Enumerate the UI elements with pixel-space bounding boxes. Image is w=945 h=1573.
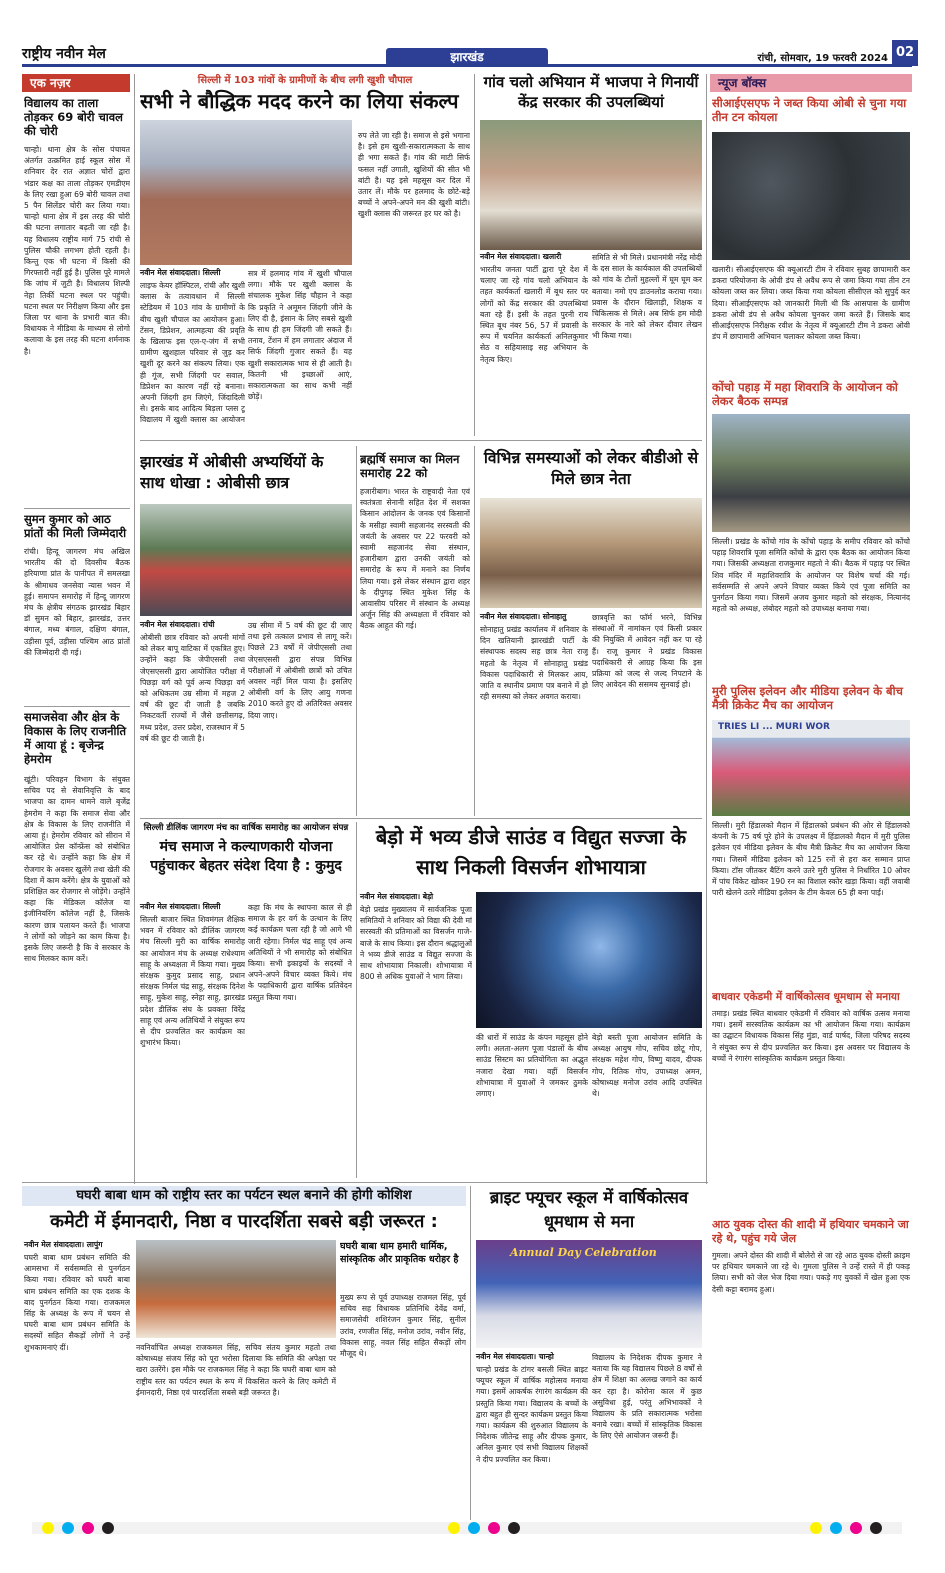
story-title: सुमन कुमार को आठ प्रांतों की मिली जिम्मेदारी — [24, 512, 127, 540]
news-box-header: न्यूज बॉक्स — [710, 74, 912, 92]
konchopahad-photo — [712, 414, 910, 532]
byline: नवीन मेल संवाददाता। सिल्ली — [140, 902, 221, 911]
story-body: चान्हो। थाना क्षेत्र के सोस पंचायत अंतर्गत उत्क्रमित हाई स्कूल सोस में शनिवार देर रात अज्ञात चोरों द्वारा भंडार कक्ष का ताला तोड़कर एमडीएम के लिए रखा हुआ 69 बोरी चावल तथा 5 पैन सिलेंडर चोरी कर लिया गया। चान्हो थाना क्षेत्र में इस तरह की चोरी की घटना लगातार बढ़ती जा रही है। यह विधालय राष्ट्रीय मार्ग 75 रांची से पुलिस चौकी लगभग होती रहती है। किन्तु एक भी घटना में किसी की गिरफ्तारी नहीं हुई है। पुलिस पूरे मामले कि जांच में जुटी है। विधालय शिल्पी नेहा तिर्की घटना स्थल पर पहुंची। घटना स्थल पर निरीक्षण किया और इस जिला पर थाना के प्रभारी बात की। विधायक ने मीडिया के माध्यम से लोगो कलावा के इस तरह की घटना शर्मनाक है। — [24, 145, 130, 356]
story-body: ओबीसी छात्र रविवार को अपनी मांगों को लेकर बापू वाटिका में एकत्रित हुए। उन्होंने कहा कि जेपीएससी तथा जेएसएससी द्वारा आयोजित परीक्षा में पिछड़ा वर्ग को पूर्व अन्य पिछड़ा वर्ग को अधिकतम उम्र सीमा में महज 2 वर्ष की छूट दी जाती है जबकि निकटवर्ती राज्यों में जैसे छत्तीसगढ़, मध्य प्रदेश, उत्तर प्रदेश, राजस्थान में 5 वर्ष की छूट दी जाती है। — [140, 633, 245, 743]
story-title: सीआईएसएफ ने जब्त किया ओबी से चुना गया तीन टन कोयला — [712, 96, 907, 124]
story-title: बाधवार एकेडमी में वार्षिकोत्सव धूमधाम से मनाया — [712, 991, 900, 1003]
story-body: बेड़ो बस्ती पूजा आयोजन समिति के अध्यक्ष आयुष गोप, सचिव छोटू गोप, संरक्षक महेश गोप, विष्णु यादव, दीपक गोप, रितिक गोप, उपाध्यक्ष अमन, कोषाध्यक्ष मनोज उरांव आदि उपस्थित थे। — [592, 1033, 702, 1099]
story-headline: झारखंड में ओबीसी अभ्यर्थियों के साथ धोखा : ओबीसी छात्र — [140, 453, 324, 492]
section-tag: झारखंड — [386, 48, 548, 66]
story-body: मुख्य रूप से पूर्व उपाध्यक्ष राजमल सिंह, पूर्व सचिव सह विधायक प्रतिनिधि देवेंद्र वर्मा, समाजसेवी शशिरंजन कुमार सिंह, सुनील उरांव, रणजीत सिंह, मनोज उरांव, नवीन सिंह, विकास साहू, नवल सिंह सहित सैकड़ों लोग मौजूद थे। — [340, 1293, 466, 1359]
annual-day-photo — [476, 1240, 702, 1348]
cricket-photo — [712, 720, 910, 816]
story-body: सोनाहातु प्रखंड कार्यालय में शनिवार के दिन खतियानी झारखंडी पार्टी के संस्थापक सदस्य सह छात्र नेता राजू महतो के नेतृत्व में सोनाहातु प्रखंड विकास पदाधिकारी से मिलकर आय, जाति व स्थानीय प्रमाण पत्र बनाने में हो रही समस्या को लेकर अवगत कराया। — [480, 625, 588, 702]
story-body: रुप लेते जा रही है। समाज से इसे भगाना है। इसे हम खुशी-सकारात्मकता के साथ ही भगा सकते हैं। गांव की माटी सिर्फ फसल नहीं उगाती, खुशियों की सीत भी बांटी है। यह इसे महसूस कर दिल में उतार लें। मौके पर हलमाद के छोटे-बड़े बच्चों ने अपने-अपने मन की खुशी बांटी। खुशी क्लास की जरूरत हर घर को है। — [358, 131, 470, 219]
story-headline: गांव चलो अभियान में भाजपा ने गिनायीं केंद्र सरकार की उपलब्धियां — [483, 73, 699, 111]
dateline: रांची, सोमवार, 19 फरवरी 2024 — [757, 53, 888, 64]
chaupal-photo — [140, 120, 352, 265]
banner-text: Annual Day Celebration — [510, 1246, 657, 1259]
story-body: उम्र सीमा में 5 वर्ष की छूट दी जाए तथा इसे तत्काल प्रभाव से लागू करें। पिछले 23 वर्षों में जेपीएससी तथा जेएसएससी द्वारा संपन्न विभिन्न परीक्षाओं में ओबीसी छात्रों को उचित अवसर नहीं मिल पाया है। इसलिए ओबीसी वर्ग के लिए आयु गणना 2010 करते हुए दो अतिरिक्त अवसर दिया जाए। — [248, 621, 352, 720]
byline: नवीन मेल संवाददाता। बेड़ो — [360, 892, 434, 901]
story-body: हजारीबाग। भारत के राष्ट्रवादी नेता एवं स्वतंत्रता सेनानी सहित देश में सशक्त किसान आंदोलन के जनक एवं किसानों के मसीहा स्वामी सहजानंद सरस्वती की जयंती के अवसर पर 22 फरवरी को स्वामी सहजानंद सेवा संस्थान, हजारीबाग द्वारा उनकी जयंती को समारोह के रूप में मनाने का निर्णय लिया गया। इसे लेकर संस्थान द्वारा शहर के दीपुगढ़ स्थित मुकेश सिंह के आवासीय परिसर में संस्थान के अध्यक्ष अर्जुन सिंह की अध्यक्षता में रविवार को बैठक आहूत की गई। — [360, 487, 470, 631]
story-kicker: सिल्ली में 103 गांवों के ग्रामीणों के बीच लगी खुशी चौपाल — [197, 75, 413, 86]
story-title: समाजसेवा और क्षेत्र के विकास के लिए राजनीति में आया हूं : बृजेन्द्र हेमरोम — [24, 710, 127, 766]
story-body: समिति से भी मिले। प्रधानमंत्री नरेंद्र मोदी के दस साल के कार्यकाल की उपलब्धियों को गांव के टोलों मुहल्लों में घूम घूम कर बताया। नमो एप डाउनलोड कराया गया। प्रवास के दौरान खिलाड़ी, शिक्षक व चिकित्सक से मिले। अब सिर्फ हम मोदी सरकार के नारे को लेकर दीवार लेखन भी किया गया। — [592, 253, 702, 341]
story-body: खलारी। सीआईएसएफ की क्यूआरटी टीम ने रविवार सुबह छापामारी कर डकरा परियोजना के ओवी डंप से अवैध रूप से जमा किया गया तीन टन कोयला जब्त कर लिया। जब्त किया गया कोयला सीसीएल को सुपुर्द कर दिया। सीआईएसएफ को जानकारी मिली थी कि आसपास के ग्रामीण डकरा ओवी डंप से अवैध कोयला चुनकर जमा करते हैं। जिसके बाद सीआईएसएफ निरीक्षक रवीश के नेतृत्व में क्यूआरटी टीम ने डकरा ओवी डंप में छापामारी अभियान चलाकर कोयला जब्त किया। — [712, 265, 910, 342]
byline: नवीन मेल संवाददाता। खलारी — [480, 252, 562, 261]
story-body: छात्रवृत्ति का फॉर्म भरने, विभिन्न संस्थाओं में नामांकन एवं किसी प्रकार की नियुक्ति में आवेदन नहीं कर पा रहे हैं। राजू कुमार ने प्रखंड विकास पदाधिकारी से आग्रह किया कि इस प्रक्रिया को जल्द से जल्द निपटाने के लिए आवेदन की ससमय सुनवाई हो। — [592, 613, 702, 690]
page-number: 02 — [892, 40, 918, 66]
obc-students-photo — [140, 504, 352, 616]
bdo-meeting-photo — [480, 498, 702, 608]
byline: नवीन मेल संवाददाता। सिल्ली — [140, 268, 221, 277]
visarjan-photo — [476, 892, 702, 1028]
byline: नवीन मेल संवाददाता। सोनाहातु — [480, 612, 567, 621]
story-body: लाइफ केयर हॉस्पिटल, रांची और खुशी क्लास के तत्वावधान में सिल्ली स्टेडियम में 103 गांव के ग्रामीणों के बीच खुशी चौपाल का आयोजन हुआ। टेंसन, डिप्रेशन, आत्महत्या की प्रवृति के खिलाफ इस एल-ए-जंग में सभी ग्रामीण खुशहाल परिवार से जुड़ कर खुशी दूर करने का संकल्प लिया। एक ही गूंज, सभी जिंदगी पर सवाल, डिप्रेशन का कारण नहीं रहे बनाना। अपनी जिंदगी हम जिएंगे, जिंदादिली से। इसके बाद आदित्य बिड़ला प्लस टू विद्यालय में खुशी क्लास का आयोजन — [140, 281, 245, 425]
story-title: ब्रह्मर्षि समाज का मिलन समारोह 22 को — [360, 452, 460, 480]
masthead-rule — [22, 64, 912, 67]
gaon-chalo-photo — [480, 120, 702, 250]
story-body: सिल्ली बाजार स्थित शिवमंगल शैक्षिक भवन में रविवार को डीलिंक जागरण मंच सिल्ली मुरी का वार्षिक समारोह का आयोजन मंच के अध्यक्ष राधेश्याम साहू के अध्यक्षता में किया गया। मुख्य संरक्षक कुमुद प्रसाद साहू, प्रधान संरक्षक निर्मल चंद्र साहू, संरक्षक दिनेश साहू, मुकेश साहू, स्नेहा साहू, झारखंड प्रदेश डीलिंक संघ के प्रवक्ता विरेंद्र साहू एवं अन्य अतिथियों ने संयुक्त रूप से दीप प्रज्वलित कर कार्यक्रम का शुभारंभ किया। — [140, 915, 245, 1048]
ek-nazar-header: एक नज़र — [22, 74, 130, 92]
story-body: तमाड़। प्रखंड स्थित बाधवार एकेडमी में रविवार को वार्षिक उत्सव मनाया गया। इसमें सरस्वतिक कार्यक्रम का भी आयोजन किया गया। कार्यक्रम का उद्घाटन विधायक विकास सिंह मुंडा, वार्ड पार्षद, जिला परिषद सदस्य ने संयुक्त रूप से दीप प्रज्वलित कर किया। इस अवसर पर विद्यालय के बच्चों ने रंगारंग सांस्कृतिक कार्यक्रम प्रस्तुत किया। — [712, 1009, 910, 1063]
story-body: घघरी बाबा धाम प्रबंधन समिति की आमसभा में सर्वसम्मति से पुनर्गठन किया गया। रविवार को घघरी बाबा धाम प्रबंधन समिति का एक दशक के बाद पुनर्गठन किया गया। राजकमल सिंह के अध्यक्ष के रूप में चयन से घघरी बाबा धाम प्रबंधन समिति के सदस्यों सहित सैकड़ों लोगों ने उन्हें शुभकामनाएं दीं। — [24, 1253, 130, 1352]
story-headline: कमेटी में ईमानदारी, निष्ठा व पारदर्शिता सबसे बड़ी जरूरत : — [50, 1211, 438, 1232]
story-headline: सभी ने बौद्धिक मदद करने का लिया संकल्प — [140, 89, 459, 113]
story-title: आठ युवक दोस्त की शादी में हथियार चमकाने जा रहे थे, पहुंच गये जेल — [712, 1218, 909, 1245]
story-headline: ब्राइट फ्यूचर स्कूल में वार्षिकोत्सव धूमधाम से मना — [489, 1188, 689, 1231]
story-body: सिल्ली। प्रखंड के कोंचो गांव के कोंचो पहाड़ के समीप रविवार को कोंचो पहाड़ शिवरात्रि पूजा समिति कोंचो के द्वारा एक बैठक का आयोजन किया गया। जिसकी अध्यक्षता राजकुमार महतो ने की। बैठक में पहाड़ पर स्थित शिव मंदिर में महाशिवरात्रि के आयोजन पर विशेष चर्चा की गई। सर्वसम्मति से अपने अपने विचार व्यक्त किये एवं पूजा समिति का पुनर्गठन किया गया। जिसमें अजय कुमार महतो को संरक्षक, नित्यानंद महतो को अध्यक्ष, लंबोदर महतो को उपाध्यक्ष बनाया गया। — [712, 537, 910, 614]
byline: नवीन मेल संवाददाता। रांची — [140, 620, 215, 629]
footer-color-bar — [22, 1522, 912, 1534]
story-body: खूंटी। परिवहन विभाग के संयुक्त सचिव पद से सेवानिवृत्ति के बाद भाजपा का दामन थामने वाले बृजेंद्र हेमरोम ने कहा कि समाज सेवा और क्षेत्र के विकास के लिए राजनीति में आया हूं। हेमरोम रविवार को सीरान में आयोजित प्रेस कॉन्फ्रेंस को संबोधित कर रहे थे। उन्होंने कहा कि क्षेत्र में रोजगार के अवसर खुलेंगे तथा खेती की दिशा में काम करेंगे। क्षेत्र के युवाओं को प्रशिक्षित कर रोजगार से जोड़ेंगे। उन्होंने कहा कि मेडिकल कॉलेज या इंजीनियरिंग कॉलेज नहीं है, जिसके कारण छात्र पलायन करते हैं। भाजपा ने लोगों को जोड़ने का काम किया है। इसके लिए जरूरी है कि वे सरकार के साथ मिलकर काम करें। — [24, 775, 130, 964]
ghaghri-meeting-photo — [136, 1240, 336, 1338]
story-body: चान्हो प्रखंड के टांगर बसली स्थित ब्राइट फ्यूचर स्कूल में वार्षिक महोत्सव मनाया गया। इसमें आकर्षक रंगारंग कार्यक्रम की प्रस्तुति किया गया। विद्यालय के बच्चों के द्वारा बहुत ही सुन्दर कार्यक्रम प्रस्तुत किया गया। कार्यक्रम की शुरुआत विद्यालय के निदेशक जीतेन्द्र साहू और दीपक कुमार, अनिल कुमार एवं सभी विद्यालय शिक्षकों ने दीप प्रज्वलित कर किया। — [476, 1365, 588, 1464]
banner-text: TRIES LI ... MURI WOR — [718, 722, 830, 732]
story-title: मुरी पुलिस इलेवन और मीडिया इलेवन के बीच मैत्री क्रिकेट मैच का आयोजन — [712, 684, 903, 712]
story-body: की धारों में साउंड के कंपन महसूस होने लगी। अलता-अलग पूजा पंडालों के बीच साउंड सिस्टम का प्रतियोगिता का अद्भुत नजारा देखा गया। वहीं विसर्जन शोभायात्रा में युवाओं ने जमकर ठुमके लगाए। — [476, 1033, 588, 1099]
story-kicker: सिल्ली डीलिंक जागरण मंच का वार्षिक समारोह का आयोजन संपन्न — [143, 823, 349, 833]
story-headline: विभिन्न समस्याओं को लेकर बीडीओ से मिले छात्र नेता — [483, 449, 699, 488]
story-body: नवनिर्वाचित अध्यक्ष राजकमल सिंह, सचिव संतय कुमार महतो तथा कोषाध्यक्ष संजय सिंह को पूरा भरोसा दिलाया कि समिति की अपेक्षा पर खरा उतरेंगे। इस मौके पर राजकमल सिंह ने कहा कि घघरी बाबा धाम को राष्ट्रीय स्तर का पर्यटन स्थल के रूप में विकसित करने के लिए कमेटी में ईमानदारी, निष्ठा एवं पारदर्शिता सबसे बड़ी जरूरत है। — [136, 1343, 336, 1397]
byline: नवीन मेल संवाददाता। चान्हो — [476, 1352, 554, 1361]
story-title: विद्यालय का ताला तोड़कर 69 बोरी चावल की चोरी — [24, 96, 123, 138]
story-body: सिल्ली। मुरी हिंडालको मैदान में हिंडालको प्रबंधन की ओर से हिंडालको कंपनी के 75 वर्ष पूरे होने के उपलक्ष्य में हिंडालको मैदान में मुरी पुलिस इलेवन एवं मीडिया इलेवन के बीच मैत्री क्रिकेट मैच का आयोजन किया गया। जिसमें मीडिया इलेवन को 125 रनों से हरा कर सम्मान प्राप्त किया। टॉस जीतकर बैटिंग करने उतरे मुरी पुलिस ने निर्धारित 10 ओवर में पांच विकेट खोकर 190 रन का विशाल स्कोर खड़ा किया। वहीं जवाबी पारी खेलने उतरे मीडिया इलेवन के टीम केवल 65 ही बना पाई। — [712, 821, 910, 898]
story-body: भारतीय जनता पार्टी द्वारा पूरे देश में चलाए जा रहे गांव चलो अभियान के तहत कार्यकर्ता खलारी में बूथ स्तर पर लोगों को केंद्र सरकार की उपलब्धियां बता रहे हैं। इसी के तहत पुरनी राय स्थित बूथ नंबर 56, 57 में प्रवासी के रूप में चयनित कार्यकर्ता अनिलकुमार सेठ व सहियासाइ सह अभियान के नेतृत्व किए। — [480, 265, 588, 364]
story-body: विद्यालय के निदेशक दीपक कुमार ने बताया कि यह विद्यालय पिछले 8 वर्षों से क्षेत्र में शिक्षा का अलख जगाने का कार्य कर रहा है। कोरोना काल में कुछ असुविधा हुई, परंतु अभिभावकों ने विद्यालय के प्रति सकारात्मक भरोसा बनाये रखा। बच्चों में सांस्कृतिक विकास के लिए ऐसे आयोजन जरूरी हैं। — [592, 1353, 702, 1441]
story-body: गुमला। अपने दोस्त की शादी में बोलेरो से जा रहे आठ युवक दोस्ती क्राइम पर हथियार चमकाने जा रहे थे। गुमला पुलिस ने उन्हें रास्ते में ही पकड़ लिया। सभी को जेल भेज दिया गया। पकड़े गए युवकों में खेल हुआ एक देसी कट्टा बरामद हुआ। — [712, 1251, 910, 1294]
story-body: बेड़ो प्रखंड मुख्यालय में सार्वजनिक पूजा समितियों ने शनिवार को विद्या की देवी मां सरस्वती की प्रतिमाओं का विसर्जन गाजे-बाजे के साथ किया। इस दौरान श्रद्धालुओं ने भव्य डीजे साउंड व विद्युत सज्जा के साथ शोभायात्रा निकाली। शोभायात्रा में 800 से अधिक युवाओं ने भाग लिया। — [360, 905, 472, 982]
story-body: कहा कि मंच के स्थापना काल से ही समाज के हर वर्ग के उत्थान के लिए कई कार्यक्रम चला रही है जो आगे भी जारी रहेगा। निर्मल चंद्र साहू एवं अन्य अतिथियों ने भी समारोह को संबोधित किया। सभी इकाइयों के सदस्यों ने अपने-अपने विचार व्यक्त किये। मंच के पदाधिकारी द्वारा वार्षिक प्रतिवेदन प्रस्तुत किया गया। — [248, 903, 352, 1002]
story-body: रांची। हिन्दू जागरण मंच अखिल भारतीय की दो दिवसीय बैठक हरियाणा प्रांत के पानीपत में समलखा के श्रीमाधव जनसेवा न्यास भवन में हुई। समापन समारोह में हिन्दू जागरण मंच के क्षेत्रीय संगठक झारखंड बिहार डॉ सुमन को बिहार, झारखंड, उत्तर बंगाल, मध्य बंगाल, दक्षिण बंगाल, उड़ीसा पूर्व, उड़ीसा पश्चिम आठ प्रांतों की जिम्मेदारी दी गई। — [24, 547, 130, 657]
story-kicker: घघरी बाबा धाम को राष्ट्रीय स्तर का पर्यटन स्थल बनाने की होगी कोशिश — [22, 1186, 466, 1206]
byline: नवीन मेल संवाददाता। लापुंग — [24, 1240, 103, 1249]
story-title: कोंचो पहाड़ में महा शिवरात्रि के आयोजन को लेकर बैठक सम्पन्न — [712, 380, 898, 408]
story-headline: बेड़ो में भव्य डीजे साउंड व विद्युत सज्जा के साथ निकली विसर्जन शोभायात्रा — [375, 825, 687, 879]
coal-photo — [712, 132, 910, 260]
story-headline: मंच समाज ने कल्याणकारी योजना पहुंचाकर बेहतर संदेश दिया है : कुमुद — [150, 839, 342, 874]
newspaper-name: राष्ट्रीय नवीन मेल — [22, 46, 106, 62]
photo-caption: घघरी बाबा धाम हमारी धार्मिक, सांस्कृतिक और प्राकृतिक धरोहर है — [340, 1241, 459, 1265]
story-body: सत्र में हलमाद गांव में खुशी चौपाल लगा। मौके पर खुशी क्लास के संचालक मुकेश सिंह चौहान ने कहा कि प्रकृति ने अमूमन जिंदगी जीने के लिए दी है, इंसान के लिए सबसे खुशी के साथ ही हम जिंदगी जी सकते हैं। तनाव, टेंशन में हम लगातार अंदाज में सिर्फ जिंदगी गुजार सकते हैं। यह खुशी सकारात्मक भाव से ही आती है। कितनी भी इच्छाओं आएं, सकारात्मकता का साथ कभी नहीं छोड़ें। — [248, 269, 352, 402]
